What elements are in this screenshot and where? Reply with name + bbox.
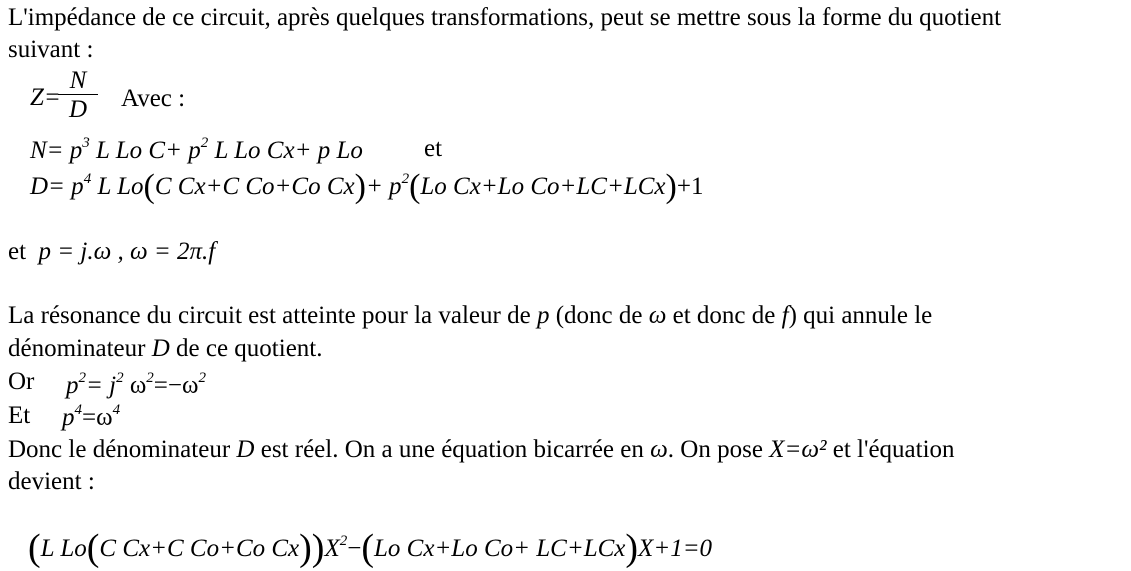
paren-open: (	[361, 527, 375, 569]
d-eq-part-b: L Lo	[91, 173, 144, 200]
et-eq-b: =ω	[82, 404, 113, 431]
or-label: Or	[8, 368, 35, 395]
paren-open: (	[143, 168, 155, 205]
donc-text-c: . On pose	[667, 436, 770, 463]
n-exponent-1: 3	[82, 135, 90, 151]
final-e: Lo Cx+Lo Co+ LC+LCx	[374, 535, 626, 562]
z-label: Z=	[30, 84, 61, 111]
n-eq-part-b: L Lo C+ p	[89, 137, 201, 164]
paren-close: ))	[299, 527, 325, 569]
n-eq-part-a: N= p	[30, 137, 83, 164]
p-definition: p = j.ω , ω = 2π.f	[38, 238, 216, 265]
et-sup-1: 4	[74, 402, 82, 418]
or-eq-b: = j	[86, 372, 117, 399]
z-denominator: D	[68, 96, 88, 123]
paren-close: )	[354, 168, 366, 205]
d-equation	[30, 168, 704, 205]
d-eq-part-d: + p	[365, 173, 402, 200]
final-b: C Cx+C Co+Co Cx	[99, 535, 300, 562]
d-exponent-2: 2	[401, 171, 410, 187]
res-f: f	[781, 302, 789, 329]
intro-line-1: L'impédance de ce circuit, après quelques transformations, peut se mettre sous la forme du quotient	[8, 4, 1002, 31]
donc-text-a: Donc le dénominateur	[8, 436, 237, 463]
or-eq-a: p	[66, 372, 79, 399]
d-eq-part-a: D= p	[30, 173, 84, 200]
z-fraction	[55, 66, 101, 123]
donc-D: D	[236, 436, 255, 463]
devient-line: devient :	[8, 468, 95, 495]
resonance-line-1	[8, 301, 932, 331]
d-eq-part-f: +1	[676, 173, 704, 200]
or-sup-1: 2	[78, 370, 86, 386]
or-sup-2: 2	[116, 370, 124, 386]
final-equation	[28, 527, 713, 569]
final-d: −	[347, 535, 362, 562]
et-equation	[62, 403, 120, 436]
res-text-a: La résonance du circuit est atteinte pour la valeur de	[8, 302, 537, 329]
or-sup-4: 2	[198, 370, 206, 386]
p-def-prefix: et	[8, 238, 27, 265]
p-definition-line	[8, 237, 215, 267]
res-omega: ω	[648, 302, 667, 329]
or-eq-d: =−ω	[153, 372, 199, 399]
res-text-e: dénominateur	[8, 335, 152, 362]
res-text-c: et donc de	[666, 302, 782, 329]
res-text-f: de ce quotient.	[169, 335, 323, 362]
donc-omega: ω	[650, 436, 668, 463]
donc-X: X=ω²	[769, 436, 827, 463]
d-eq-part-e: Lo Cx+Lo Co+LC+LCx	[420, 173, 666, 200]
et-eq-a: p	[62, 404, 75, 431]
final-a: L Lo	[40, 535, 87, 562]
or-equation	[66, 371, 206, 404]
n-equation	[30, 136, 363, 169]
donc-text-d: et l'équation	[826, 436, 955, 463]
et-label: Et	[8, 402, 31, 429]
n-et-label: et	[424, 135, 443, 162]
z-numerator: N	[69, 67, 87, 94]
d-eq-part-c: C Cx+C Co+Co Cx	[154, 173, 355, 200]
paren-open: (	[86, 527, 100, 569]
donc-line	[8, 435, 955, 465]
paren-open: (	[28, 527, 41, 569]
res-text-d: ) qui annule le	[788, 302, 933, 329]
res-D: D	[151, 335, 170, 362]
paren-close: )	[625, 527, 639, 569]
avec-label: Avec :	[121, 85, 186, 112]
paren-open: (	[409, 168, 421, 205]
final-f: X+1=0	[638, 535, 713, 562]
d-exponent-1: 4	[83, 171, 92, 187]
final-sup-1: 2	[339, 533, 348, 549]
n-eq-part-c: L Lo Cx+ p Lo	[208, 137, 363, 164]
or-eq-c: ω	[123, 372, 147, 399]
n-exponent-2: 2	[200, 135, 209, 151]
intro-line-2: suivant :	[8, 36, 94, 63]
resonance-line-2	[8, 334, 323, 364]
res-text-b: (donc de	[549, 302, 649, 329]
paren-close: )	[665, 168, 677, 205]
donc-text-b: est réel. On a une équation bicarrée en	[254, 436, 651, 463]
res-p: p	[536, 302, 550, 329]
or-sup-3: 2	[146, 370, 154, 386]
final-c: X	[324, 535, 340, 562]
et-sup-2: 4	[112, 402, 121, 418]
